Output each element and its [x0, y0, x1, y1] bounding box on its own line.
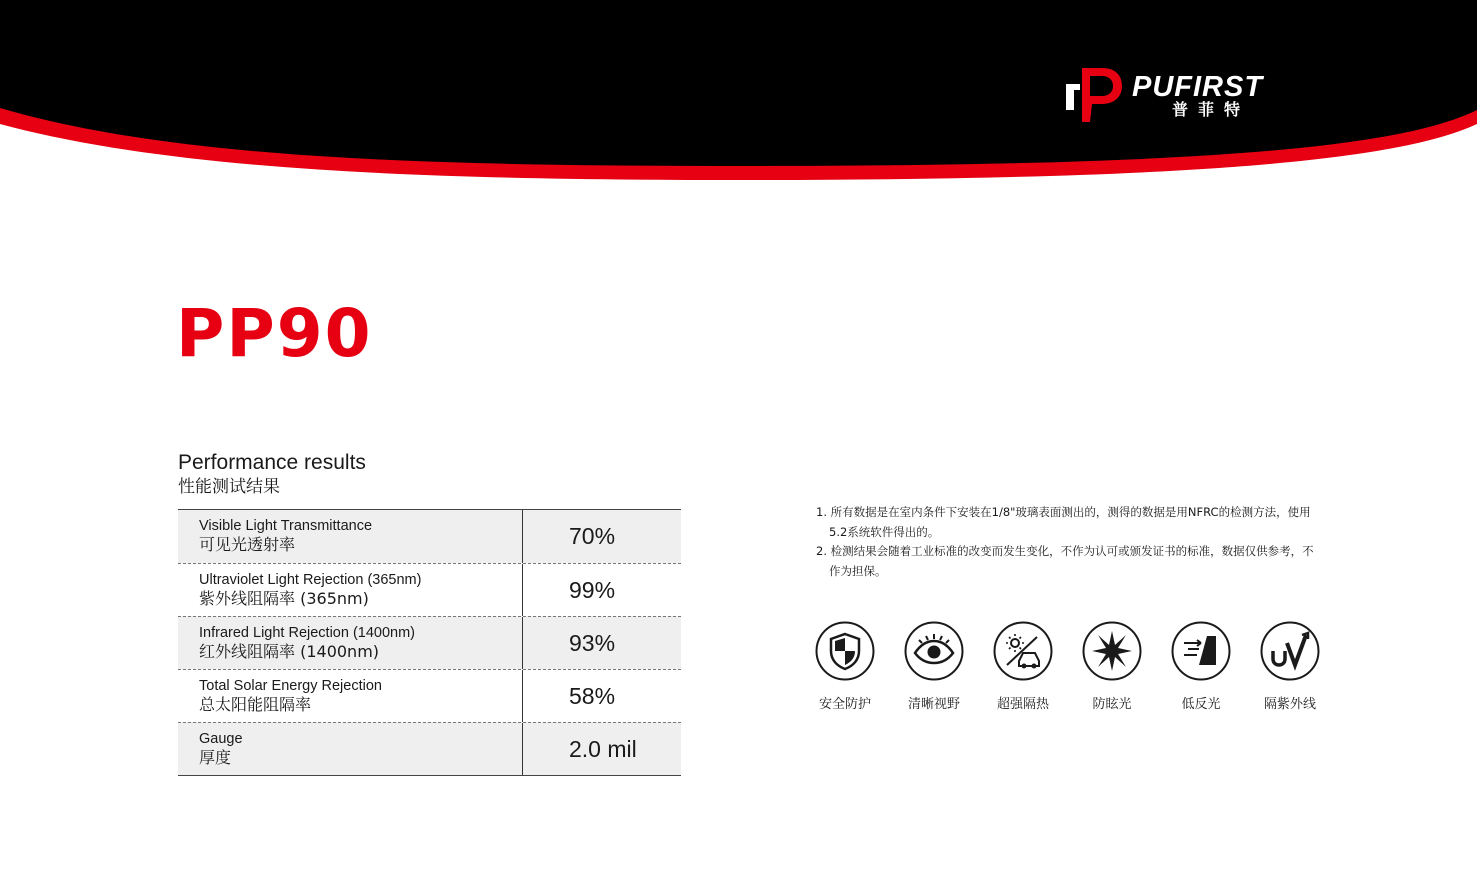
row-label: [178, 564, 523, 616]
row-label-en: Gauge: [199, 731, 243, 747]
feature-label: 超强隔热: [996, 697, 1049, 712]
feature-label: 清晰视野: [907, 697, 960, 712]
table-row: [178, 563, 681, 616]
feature-label: 隔紫外线: [1263, 697, 1316, 712]
pufirst-logo-mark-icon: [1062, 64, 1126, 128]
row-label: [178, 723, 523, 775]
eye-icon: [904, 621, 964, 681]
row-label-en: Infrared Light Rejection (1400nm): [199, 625, 416, 641]
feature-item: [1260, 621, 1349, 712]
notes: [816, 503, 1316, 581]
row-label-en: Ultraviolet Light Rejection (365nm): [199, 572, 422, 588]
brand-logo: [1062, 64, 1322, 128]
row-label-en: Visible Light Transmittance: [199, 518, 373, 534]
table-row: [178, 722, 681, 775]
row-value: 2.0 mil: [569, 735, 637, 762]
feature-label: 低反光: [1181, 697, 1221, 712]
feature-label: 防眩光: [1092, 697, 1132, 712]
note-item: 2. 检测结果会随着工业标准的改变而发生变化，不作为认可或颁发证书的标准，数据仅供参考，不作为担保。: [816, 544, 1314, 578]
performance-table: [178, 509, 681, 776]
row-label: [178, 670, 523, 722]
note-item: 1. 所有数据是在室内条件下安装在1/8"玻璃表面测出的，测得的数据是用NFRC的检测方法，使用5.2系统软件得出的。: [816, 505, 1311, 539]
row-label-cn: 紫外线阻隔率 (365nm): [199, 589, 369, 608]
feature-item: [815, 621, 904, 712]
table-row: [178, 510, 681, 563]
row-value: 58%: [569, 682, 616, 709]
table-row: [178, 669, 681, 722]
uv-block-icon: [1260, 621, 1320, 681]
feature-item: [1082, 621, 1171, 712]
model-title: PP90: [176, 295, 373, 372]
glare-icon: [1082, 621, 1142, 681]
row-label-cn: 厚度: [199, 748, 232, 767]
feature-item: [1171, 621, 1260, 712]
feature-label: 安全防护: [818, 697, 871, 712]
shield-icon: [815, 621, 875, 681]
feature-item: [993, 621, 1082, 712]
row-label-cn: 可见光透射率: [199, 535, 296, 554]
brand-name: PUFIRST: [1132, 71, 1264, 103]
feature-item: [904, 621, 993, 712]
performance-title-cn: 性能测试结果: [178, 477, 280, 497]
heat-block-icon: [993, 621, 1053, 681]
feature-list: [815, 621, 1349, 712]
row-label: [178, 510, 523, 563]
row-label-cn: 总太阳能阻隔率: [199, 695, 312, 714]
low-reflection-icon: [1171, 621, 1231, 681]
row-label-en: Total Solar Energy Rejection: [199, 678, 382, 694]
brand-name-cn: 普菲特: [1172, 102, 1251, 119]
row-label-cn: 红外线阻隔率 (1400nm): [199, 642, 380, 661]
row-value: 93%: [569, 629, 616, 656]
row-value: 99%: [569, 576, 616, 603]
row-value: 70%: [569, 523, 616, 549]
row-label: [178, 617, 523, 669]
performance-title-en: Performance results: [178, 451, 366, 474]
table-row: [178, 616, 681, 669]
